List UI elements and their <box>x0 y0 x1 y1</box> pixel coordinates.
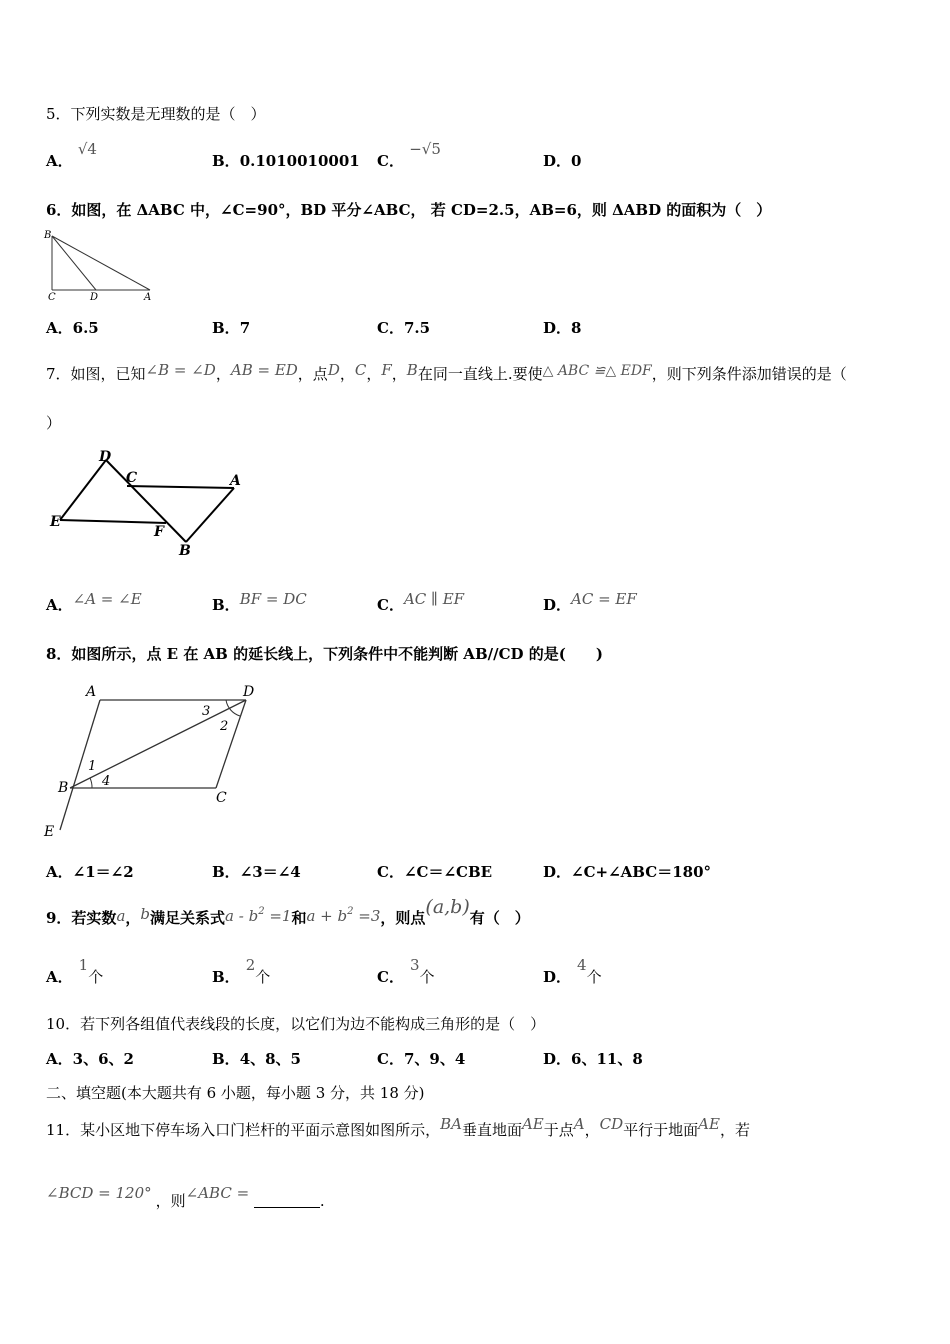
math-ab-eq-ed: AB = ED <box>230 361 298 379</box>
segment-ef <box>60 520 166 523</box>
math-ba: BA <box>440 1115 462 1133</box>
segment-bd <box>52 236 96 290</box>
stem-text: 垂直地面 <box>461 1121 522 1139</box>
option-value: 3、6、2 <box>72 1050 134 1068</box>
option-letter: D． <box>543 863 572 881</box>
option-letter: A． <box>46 968 73 986</box>
option-letter: A． <box>46 152 73 170</box>
q10-option-b <box>212 1048 301 1069</box>
label-d: D <box>90 292 99 303</box>
option-letter: A． <box>46 1050 73 1068</box>
stem-text: 9．若实数 <box>46 909 117 927</box>
option-unit: 个 <box>88 968 104 986</box>
q11-stem <box>46 1115 750 1140</box>
option-value: 7 <box>239 319 251 337</box>
label-3: 3 <box>202 704 211 719</box>
option-unit: 个 <box>419 968 435 986</box>
q9-option-d <box>543 956 602 987</box>
q9-option-b <box>212 956 271 987</box>
stem-text: 和 <box>291 909 307 927</box>
q8-option-b <box>212 861 301 882</box>
option-number: 2 <box>245 956 256 974</box>
option-unit: 个 <box>255 968 271 986</box>
stem-text: 满足关系式 <box>150 909 226 927</box>
option-letter: B． <box>212 152 240 170</box>
label-4: 4 <box>102 774 111 789</box>
label-2: 2 <box>220 719 229 734</box>
q7-stem-end: ） <box>46 414 62 432</box>
option-letter: B． <box>212 863 240 881</box>
option-number: 1 <box>78 956 89 974</box>
option-value: ∠1＝∠2 <box>72 863 134 881</box>
option-letter: D． <box>543 152 572 170</box>
option-letter: D． <box>543 319 572 337</box>
eq1-base: a - b <box>225 907 259 925</box>
eq1-exponent: 2 <box>258 906 265 917</box>
option-value: ∠C＝∠CBE <box>403 863 493 881</box>
option-letter: B． <box>212 968 240 986</box>
option-letter: D． <box>543 596 572 614</box>
option-value: ∠C+∠ABC＝180° <box>571 863 712 881</box>
option-letter: B． <box>212 596 240 614</box>
eq2-tail: =3 <box>353 907 381 925</box>
section-title: 二、填空题(本大题共有 6 小题，每小题 3 分，共 18 分) <box>46 1084 425 1102</box>
q6-option-c <box>377 317 430 338</box>
math-b: b <box>140 905 151 923</box>
q9-stem <box>46 896 530 928</box>
q5-stem: 5．下列实数是无理数的是（ ） <box>46 105 266 123</box>
math-a: a <box>116 907 126 925</box>
option-value: 7、9、4 <box>403 1050 466 1068</box>
option-letter: B． <box>212 319 240 337</box>
option-letter: B． <box>212 1050 240 1068</box>
q6-option-b <box>212 317 250 338</box>
q8-option-d <box>543 861 711 882</box>
option-value: AC ∥ EF <box>403 590 465 608</box>
option-letter: D． <box>543 968 572 986</box>
q7-stem <box>46 363 847 384</box>
label-1: 1 <box>88 759 97 774</box>
option-value: BF = DC <box>239 590 307 608</box>
label-e: E <box>50 514 61 530</box>
math-angle-abc: ∠ABC = <box>185 1184 250 1202</box>
angle-arc-4 <box>90 778 92 788</box>
stem-text: ， <box>125 909 141 927</box>
label-a: A <box>230 473 241 489</box>
label-a: A <box>144 292 152 303</box>
segment-ca <box>127 486 234 488</box>
option-value: ∠3＝∠4 <box>239 863 301 881</box>
eq2-base: a + b <box>306 907 348 925</box>
segment-db <box>106 460 186 542</box>
label-c: C <box>48 292 56 303</box>
label-a: A <box>86 684 97 700</box>
option-value: 8 <box>571 319 582 337</box>
q8-figure <box>40 680 270 840</box>
q7-option-d <box>543 590 637 615</box>
stem-text: ， <box>366 365 382 383</box>
option-value: −√5 <box>409 140 441 158</box>
label-d: D <box>243 684 255 700</box>
label-c: C <box>126 470 138 486</box>
math-c: C <box>354 361 367 379</box>
stem-text: 平行于地面 <box>623 1121 699 1139</box>
segment-ba <box>52 236 150 290</box>
eq2-exponent: 2 <box>347 906 354 917</box>
stem-end: . <box>319 1192 325 1210</box>
q9-option-a <box>46 956 104 987</box>
label-b: B <box>58 780 69 796</box>
math-eq1 <box>225 907 291 925</box>
q7-option-a <box>46 590 142 615</box>
option-letter: C． <box>377 968 404 986</box>
math-eq2 <box>306 907 380 925</box>
stem-text: ， <box>584 1121 600 1139</box>
q5-option-a <box>46 140 97 171</box>
q5-option-c <box>377 140 441 171</box>
math-point: (a,b) <box>425 896 470 918</box>
stem-text: ，则 <box>155 1192 186 1210</box>
label-c: C <box>216 790 227 806</box>
math-a: A <box>573 1115 585 1133</box>
q6-option-d <box>543 317 581 338</box>
segment-ed <box>60 460 106 520</box>
q8-stem: 8．如图所示，点 E 在 AB 的延长线上，下列条件中不能判断 AB//CD 的是( ) <box>46 645 603 663</box>
stem-text: ，点 <box>297 365 328 383</box>
option-number: 4 <box>577 956 587 974</box>
segment-ab <box>186 488 234 542</box>
math-cd: CD <box>599 1115 624 1133</box>
option-value: ∠A = ∠E <box>72 590 142 608</box>
q11-stem-line2 <box>46 1184 325 1211</box>
q7-option-c <box>377 590 465 615</box>
option-letter: A． <box>46 596 73 614</box>
option-value: 0 <box>571 152 582 170</box>
option-value: 0.1010010001 <box>239 152 360 170</box>
stem-text: ， <box>391 365 407 383</box>
q6-option-a <box>46 317 99 338</box>
q6-figure <box>40 226 165 306</box>
option-value: √4 <box>77 140 97 158</box>
label-b: B <box>179 543 191 559</box>
option-value: 4、8、5 <box>239 1050 301 1068</box>
eq1-tail: =1 <box>264 907 292 925</box>
q10-stem: 10．若下列各组值代表线段的长度，以它们为边不能构成三角形的是（ ） <box>46 1015 546 1033</box>
math-b: B <box>406 361 418 379</box>
stem-text: 在同一直线上.要使 <box>417 365 543 383</box>
q7-option-b <box>212 590 307 615</box>
math-angle-bcd: ∠BCD = 120° <box>46 1184 152 1202</box>
q10-option-c <box>377 1048 465 1069</box>
math-ae: AE <box>521 1115 544 1133</box>
q6-stem: 6．如图，在 ΔABC 中，∠C=90°，BD 平分∠ABC， 若 CD=2.5，AB=6，则 ΔABD 的面积为（ ） <box>46 201 772 219</box>
q8-option-a <box>46 861 134 882</box>
q8-option-c <box>377 861 492 882</box>
option-value: AC = EF <box>571 590 637 608</box>
stem-text: ，若 <box>719 1121 750 1139</box>
label-d: D <box>99 449 112 465</box>
option-letter: C． <box>377 863 404 881</box>
stem-text: 于点 <box>543 1121 574 1139</box>
math-angle-b-eq-angle-d: ∠B = ∠D <box>145 361 216 379</box>
option-letter: C． <box>377 319 404 337</box>
option-value: 6.5 <box>72 319 99 337</box>
option-letter: D． <box>543 1050 572 1068</box>
angle-arc-23 <box>226 700 240 716</box>
stem-text: ， <box>215 365 231 383</box>
q10-option-d <box>543 1048 643 1069</box>
option-unit: 个 <box>586 968 602 986</box>
option-number: 3 <box>409 956 420 974</box>
option-letter: C． <box>377 152 404 170</box>
stem-text: ， <box>339 365 355 383</box>
option-value: 6、11、8 <box>571 1050 643 1068</box>
stem-text: ，则下列条件添加错误的是（ <box>651 365 847 383</box>
math-f: F <box>381 361 392 379</box>
label-b: B <box>44 230 52 241</box>
label-e: E <box>44 824 55 840</box>
stem-text: 11．某小区地下停车场入口门栏杆的平面示意图如图所示， <box>46 1121 441 1139</box>
stem-text: 有（ ） <box>469 909 530 927</box>
option-value: 7.5 <box>403 319 431 337</box>
stem-text: ，则点 <box>380 909 426 927</box>
option-letter: C． <box>377 596 404 614</box>
option-letter: A． <box>46 863 73 881</box>
q9-option-c <box>377 956 435 987</box>
stem-text: 7．如图，已知 <box>46 365 146 383</box>
q7-figure <box>46 446 251 561</box>
answer-blank[interactable] <box>254 1193 320 1208</box>
q5-option-d <box>543 150 581 171</box>
label-f: F <box>154 524 164 540</box>
q5-option-b <box>212 150 360 171</box>
math-d: D <box>327 361 340 379</box>
option-letter: C． <box>377 1050 404 1068</box>
q10-option-a <box>46 1048 134 1069</box>
math-congruent: △ ABC ≌△ EDF <box>542 363 652 379</box>
option-letter: A． <box>46 319 73 337</box>
math-ae-2: AE <box>698 1115 720 1133</box>
